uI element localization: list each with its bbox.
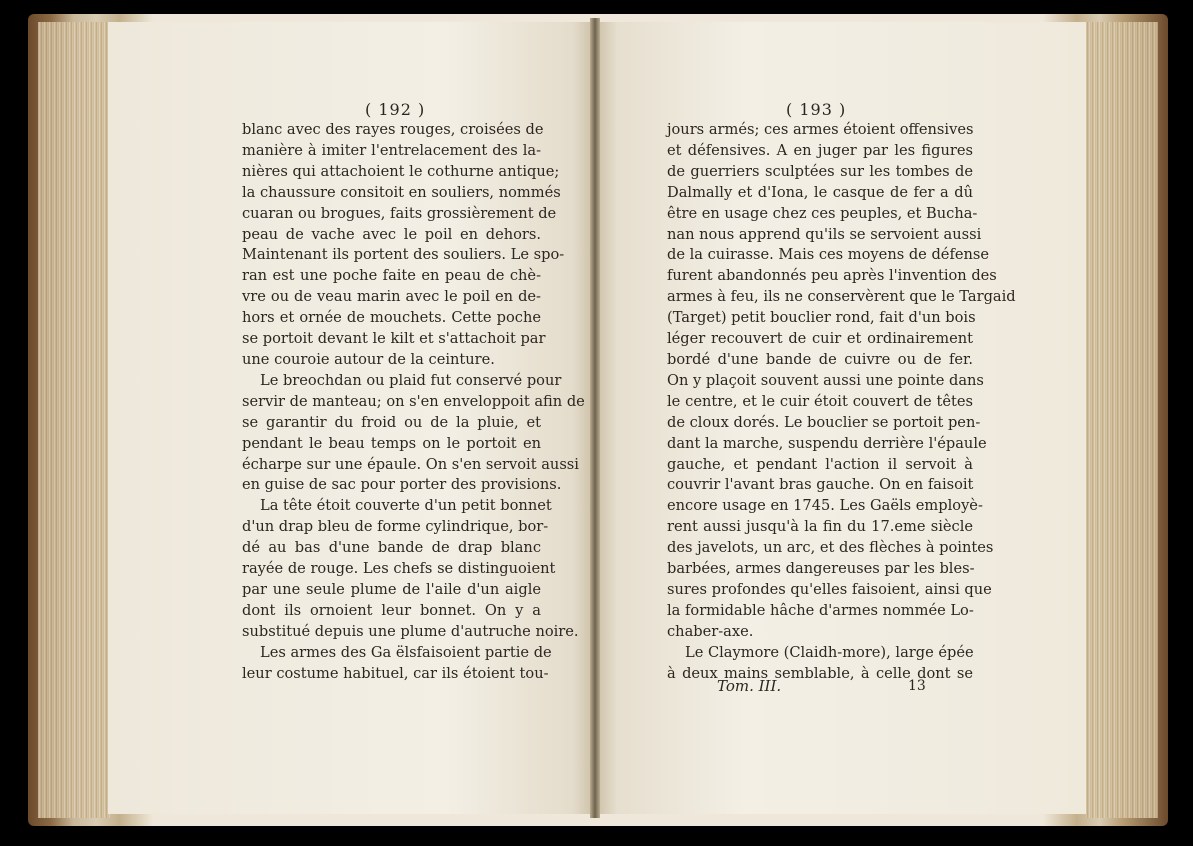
text-line: peau de vache avec le poil en dehors. (242, 225, 541, 243)
text-line: des javelots, un arc, et des flèches à pointes (667, 539, 994, 557)
text-line: d'un drap bleu de forme cylindrique, bor- (242, 518, 549, 536)
text-line: Les armes des Ga ëlsfaisoient partie de (260, 643, 552, 661)
text-line: nières qui attachoient le cothurne antique; (242, 162, 560, 180)
text-line: écharpe sur une épaule. On s'en servoit aussi (242, 455, 579, 473)
text-line: furent abandonnés peu après l'invention des (667, 267, 997, 285)
text-line: dont ils ornoient leur bonnet. On y a (242, 601, 541, 619)
text-line: dé au bas d'une bande de drap blanc (242, 539, 541, 557)
signature-mark: 13 (908, 678, 926, 694)
text-line: hors et ornée de mouchets. Cette poche (242, 309, 541, 327)
text-line: La tête étoit couverte d'un petit bonnet (260, 497, 552, 515)
text-line: bordé d'une bande de cuivre ou de fer. (667, 350, 973, 368)
text-line: ran est une poche faite en peau de chè- (242, 267, 541, 285)
text-line: rent aussi jusqu'à la fin du 17.eme siècle (667, 518, 973, 536)
text-line: léger recouvert de cuir et ordinairement (667, 330, 973, 348)
right-page-text (667, 120, 1016, 684)
left-page-edges (38, 22, 110, 818)
text-line: cuaran ou brogues, faits grossièrement de (242, 204, 557, 222)
text-line: pendant le beau temps on le portoit en (242, 434, 541, 452)
text-line: chaber-axe. (667, 622, 754, 640)
left-page-text (242, 120, 585, 684)
book-gutter (590, 18, 600, 818)
text-line: de cloux dorés. Le bouclier se portoit pen- (667, 413, 981, 431)
text-line: manière à imiter l'entrelacement des la- (242, 141, 541, 159)
text-line: substitué depuis une plume d'autruche noire. (242, 622, 579, 640)
text-line: Maintenant ils portent des souliers. Le spo- (242, 246, 565, 264)
text-line: une couroie autour de la ceinture. (242, 350, 495, 368)
text-line: en guise de sac pour porter des provisions. (242, 476, 562, 494)
text-line: à deux mains semblable, à celle dont se (667, 664, 973, 682)
text-line: se garantir du froid ou de la pluie, et (242, 413, 541, 431)
text-line: leur costume habituel, car ils étoient tou- (242, 664, 549, 682)
text-line: blanc avec des rayes rouges, croisées de (242, 121, 544, 138)
text-line: le centre, et le cuir étoit couvert de têtes (667, 392, 973, 410)
right-page-edges (1086, 22, 1158, 818)
text-line: de la cuirasse. Mais ces moyens de défense (667, 246, 990, 264)
text-line: nan nous apprend qu'ils se servoient aussi (667, 225, 982, 243)
text-line: (Target) petit bouclier rond, fait d'un bois (667, 309, 976, 327)
text-line: Le breochdan ou plaid fut conservé pour (260, 371, 562, 389)
text-line: par une seule plume de l'aile d'un aigle (242, 580, 541, 598)
text-line: la chaussure consitoit en souliers, nommés (242, 183, 561, 201)
text-line: encore usage en 1745. Les Gaëls employè- (667, 497, 983, 515)
text-line: de guerriers sculptées sur les tombes de (667, 162, 973, 180)
right-page-number: ( 193 ) (786, 100, 847, 119)
text-line: Dalmally et d'Iona, le casque de fer a dû (667, 183, 973, 201)
text-line: jours armés; ces armes étoient offensives (667, 121, 974, 138)
text-line: couvrir l'avant bras gauche. On en faisoit (667, 476, 974, 494)
text-line: armes à feu, ils ne conservèrent que le Targaid (667, 288, 1016, 306)
text-line: se portoit devant le kilt et s'attachoit par (242, 330, 546, 348)
text-line: barbées, armes dangereuses par les bles- (667, 560, 975, 578)
text-line: rayée de rouge. Les chefs se distinguoient (242, 560, 556, 578)
text-line: Le Claymore (Claidh-more), large épée (685, 643, 974, 661)
left-page-number: ( 192 ) (365, 100, 426, 119)
text-line: On y plaçoit souvent aussi une pointe dans (667, 371, 984, 389)
text-line: et défensives. A en juger par les figures (667, 141, 973, 159)
text-line: dant la marche, suspendu derrière l'épaule (667, 434, 987, 452)
text-line: sures profondes qu'elles faisoient, ainsi que (667, 580, 992, 598)
text-line: servir de manteau; on s'en enveloppoit afin de (242, 392, 585, 410)
text-line: vre ou de veau marin avec le poil en de- (242, 288, 541, 306)
text-line: la formidable hâche d'armes nommée Lo- (667, 601, 974, 619)
text-line: gauche, et pendant l'action il servoit à (667, 455, 973, 473)
volume-footer: Tom. III. (717, 677, 782, 695)
text-line: être en usage chez ces peuples, et Bucha- (667, 204, 978, 222)
